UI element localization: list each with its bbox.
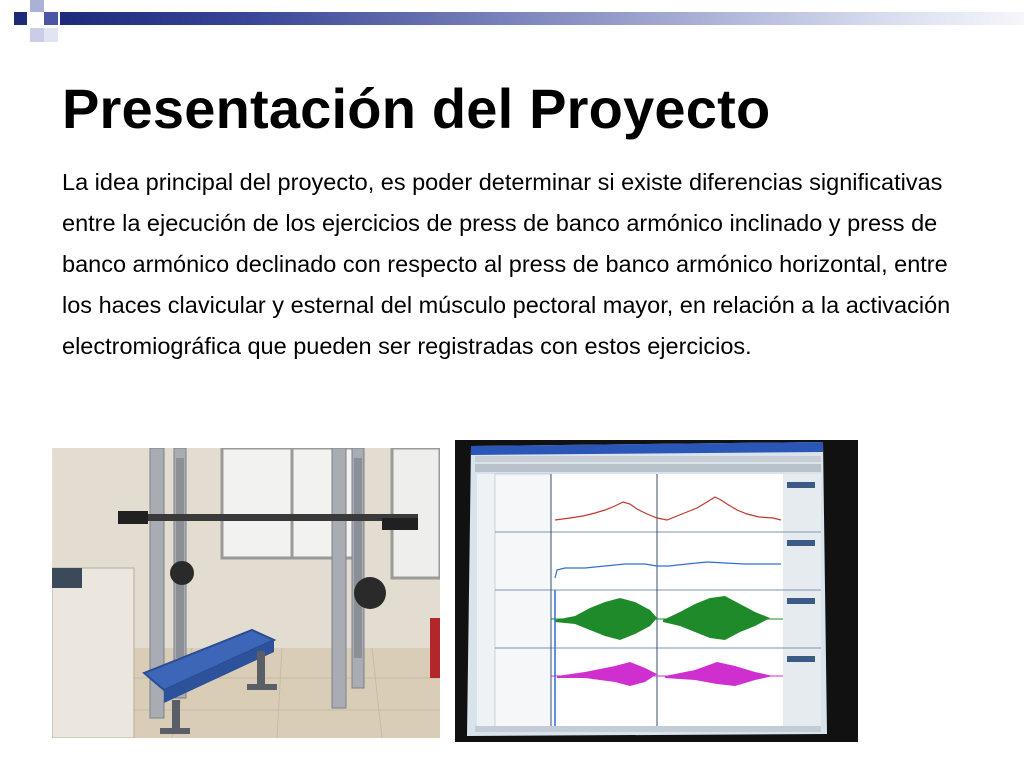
deco-square-mid [44, 12, 58, 25]
deco-square-light [30, 0, 44, 12]
header-decoration [0, 0, 1024, 60]
slide-paragraph: La idea principal del proyecto, es poder determinar si existe diferencias significativas entre la ejecución de los ejercicios de press de banco armónico inclinado y press de banco armónico declinado con respecto al press de banco armónico horizontal, entre los haces clavicular y esternal del músculo pectoral mayor, en relación a la activación electromiográfica que pueden ser registradas con estos ejercicios. [62, 169, 951, 359]
emg-monitor-photo [455, 440, 858, 742]
deco-square-pale2 [44, 28, 58, 42]
slide-title: Presentación del Proyecto [62, 77, 771, 140]
deco-stripe [60, 12, 1024, 25]
deco-square-dark [14, 12, 27, 25]
deco-square-pale [30, 28, 44, 42]
smith-machine-photo [52, 448, 440, 738]
